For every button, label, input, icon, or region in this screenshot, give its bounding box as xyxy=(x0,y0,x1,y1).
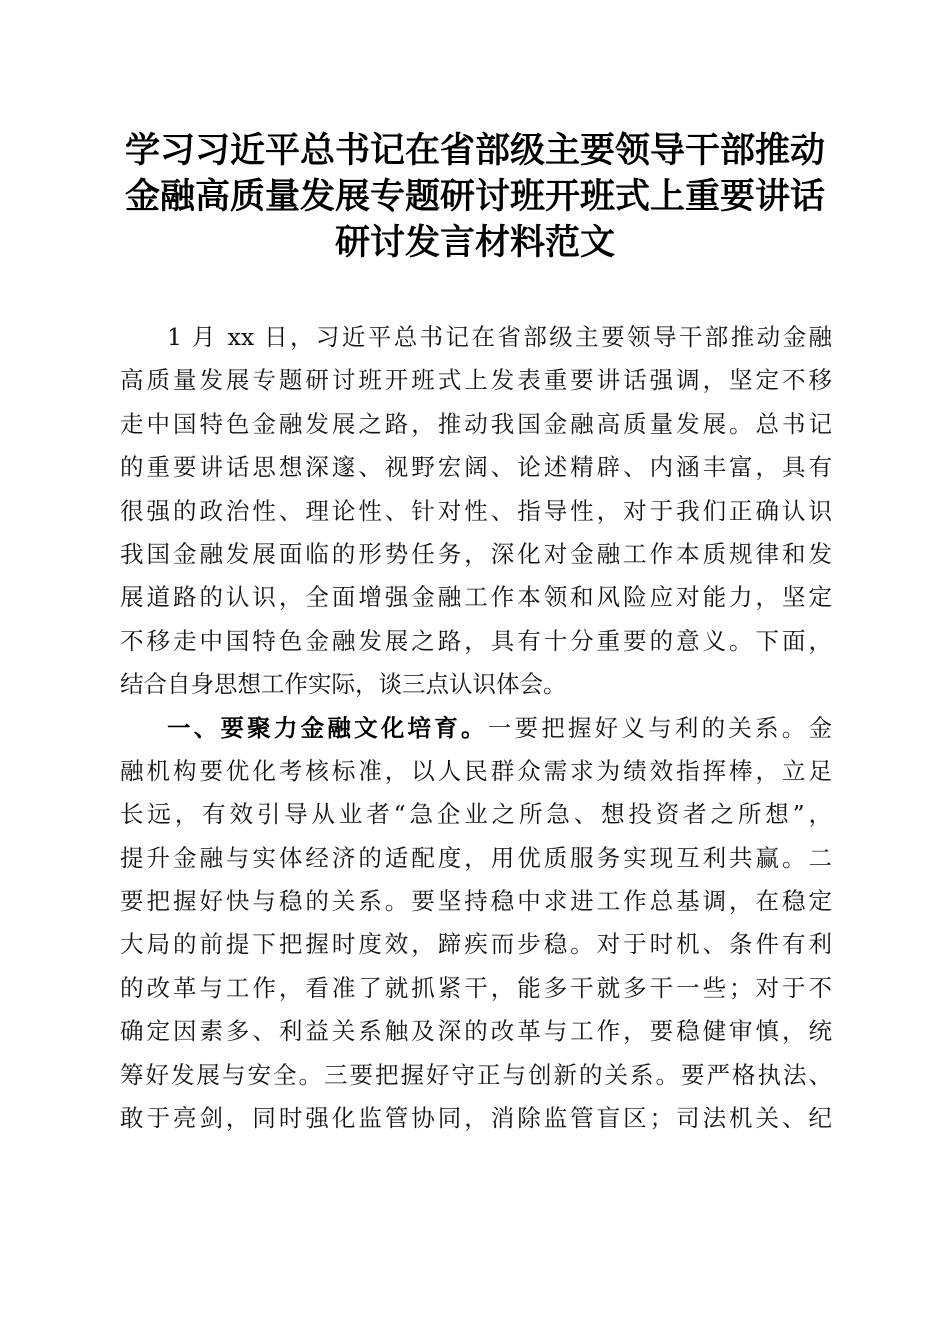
section-heading: 一、要聚力金融文化培育。 xyxy=(167,713,488,742)
document-body xyxy=(120,316,832,1140)
paragraph-line: 走中国特色金融发展之路，推动我国金融高质量发展。总书记 xyxy=(120,409,832,438)
paragraph-line: 要把握好快与稳的关系。要坚持稳中求进工作总基调，在稳定 xyxy=(120,887,832,916)
paragraph-line: 不移走中国特色金融发展之路，具有十分重要的意义。下面， xyxy=(120,626,832,655)
paragraph-line xyxy=(120,707,832,750)
paragraph-line: 展道路的认识，全面增强金融工作本领和风险应对能力，坚定 xyxy=(120,583,832,612)
title-line-1: 学习习近平总书记在省部级主要领导干部推动 xyxy=(124,130,825,171)
document-title xyxy=(100,128,850,266)
paragraph-line: 结合自身思想工作实际，谈三点认识体会。 xyxy=(120,670,567,699)
paragraph-line: 大局的前提下把握时度效，蹄疾而步稳。对于时机、条件有利 xyxy=(120,930,832,959)
paragraph-line: 敢于亮剑，同时强化监管协同，消除监管盲区；司法机关、纪 xyxy=(120,1104,832,1133)
paragraph-line: 融机构要优化考核标准，以人民群众需求为绩效指挥棒，立足 xyxy=(120,756,832,785)
section-one-paragraph xyxy=(120,707,832,1141)
paragraph-line: 我国金融发展面临的形势任务，深化对金融工作本质规律和发 xyxy=(120,539,832,568)
intro-paragraph xyxy=(120,316,832,707)
title-line-3: 研讨发言材料范文 xyxy=(334,222,615,263)
paragraph-line: 的改革与工作，看准了就抓紧干，能多干就多干一些；对于不 xyxy=(120,973,832,1002)
paragraph-line: 高质量发展专题研讨班开班式上发表重要讲话强调，坚定不移 xyxy=(120,366,832,395)
paragraph-line: 1 月 xx 日，习近平总书记在省部级主要领导干部推动金融 xyxy=(167,323,832,351)
paragraph-line: 提升金融与实体经济的适配度，用优质服务实现互利共赢。二 xyxy=(120,843,832,872)
paragraph-line: 确定因素多、利益关系触及深的改革与工作，要稳健审慎，统 xyxy=(120,1017,832,1046)
paragraph-line: 筹好发展与安全。三要把握好守正与创新的关系。要严格执法、 xyxy=(120,1060,832,1089)
paragraph-line: 很强的政治性、理论性、针对性、指导性，对于我们正确认识 xyxy=(120,496,832,525)
section-first-line-text: 一要把握好义与利的关系。金 xyxy=(487,713,832,742)
title-line-2: 金融高质量发展专题研讨班开班式上重要讲话 xyxy=(124,176,825,217)
paragraph-line: 的重要讲话思想深邃、视野宏阔、论述精辟、内涵丰富，具有 xyxy=(120,453,832,482)
paragraph-line: 长远，有效引导从业者“急企业之所急、想投资者之所想”， xyxy=(120,800,832,829)
